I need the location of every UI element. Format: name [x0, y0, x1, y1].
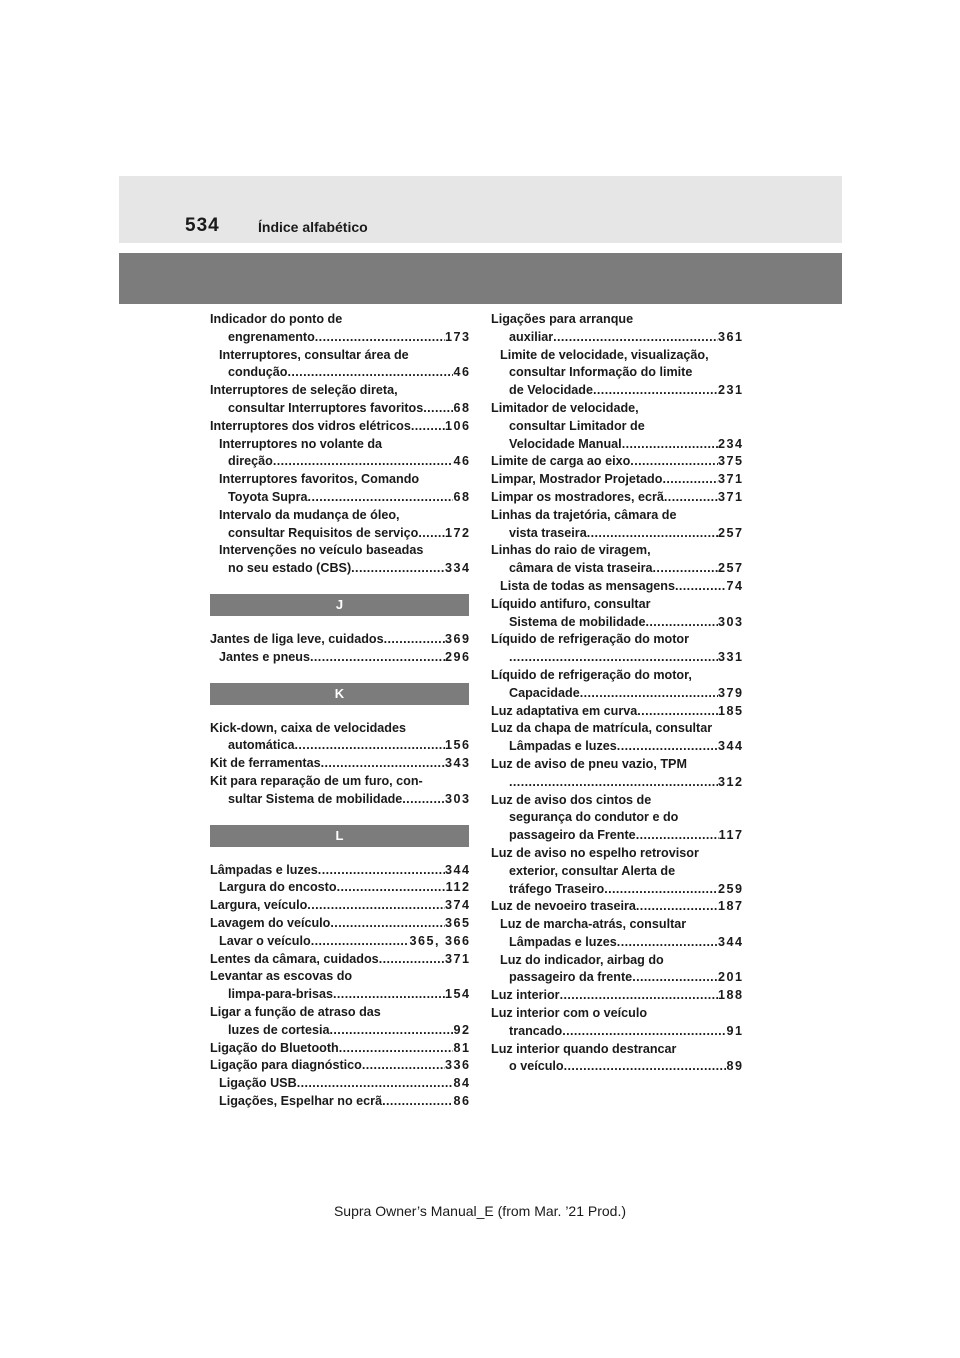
- index-entry: [210, 720, 469, 756]
- index-entry-text: vista traseira: [509, 525, 587, 540]
- index-entry-text: Intervenções no veículo baseadas: [219, 543, 424, 558]
- index-entry-text: o veículo: [509, 1059, 564, 1074]
- leader-dots: [382, 1093, 453, 1111]
- index-entry-text: consultar Requisitos de serviço: [228, 525, 419, 540]
- index-entry-text: Luz interior quando destrancar: [491, 1041, 677, 1056]
- index-entry-text: Luz de aviso no espelho retrovisor: [491, 845, 699, 860]
- index-entry-page[interactable]: 257: [717, 525, 744, 540]
- index-entry-page[interactable]: 156: [444, 738, 471, 753]
- index-entry: [491, 453, 742, 471]
- leader-dots: [337, 879, 446, 897]
- leader-dots: [418, 525, 445, 543]
- leader-dots: [310, 649, 445, 667]
- index-entry-text: Luz adaptativa em curva: [491, 703, 638, 718]
- index-entry-text: Largura, veículo: [210, 898, 308, 913]
- index-entry-text: Lâmpadas e luzes: [210, 862, 318, 877]
- index-entry-text: Limite de velocidade, visualização,: [500, 347, 709, 362]
- index-entry-text: auxiliar: [509, 329, 554, 344]
- leader-dots: [287, 364, 453, 382]
- index-entry-text: Ligações, Espelhar no ecrã: [219, 1093, 383, 1108]
- index-column-left: [210, 311, 469, 1111]
- index-entry-text: Interruptores, consultar área de: [219, 347, 409, 362]
- index-entry-text: Limpar, Mostrador Projetado: [491, 472, 663, 487]
- index-entry: [491, 578, 742, 596]
- index-entry: [210, 951, 469, 969]
- index-entry-text: Ligação para diagnóstico: [210, 1058, 362, 1073]
- index-entry-page[interactable]: 106: [444, 418, 471, 433]
- index-entry-text: segurança do condutor e do: [509, 810, 679, 825]
- leader-dots: [617, 738, 718, 756]
- index-entry-page[interactable]: 74: [726, 578, 744, 593]
- index-entry-page[interactable]: 154: [444, 987, 471, 1002]
- leader-dots: [297, 1075, 454, 1093]
- leader-dots: [330, 1022, 454, 1040]
- index-entry: [491, 311, 742, 347]
- index-entry: [210, 436, 469, 472]
- index-entry-text: Luz interior com o veículo: [491, 1006, 648, 1021]
- index-entry-text: direção: [228, 454, 273, 469]
- leader-dots: [351, 560, 445, 578]
- index-entry-text: Interruptores dos vidros elétricos: [210, 418, 411, 433]
- leader-dots: [593, 382, 718, 400]
- index-entry: [491, 987, 742, 1005]
- index-entry-text: câmara de vista traseira: [509, 561, 653, 576]
- leader-dots: [662, 471, 718, 489]
- leader-dots: [295, 737, 445, 755]
- index-entry: [210, 311, 469, 347]
- leader-dots: [587, 525, 718, 543]
- index-entry-text: Limpar os mostradores, ecrã: [491, 489, 664, 504]
- index-entry-text: trancado: [509, 1023, 563, 1038]
- index-entry-text: Ligação do Bluetooth: [210, 1040, 339, 1055]
- leader-dots: [580, 685, 718, 703]
- index-entry-page[interactable]: 86: [453, 1093, 471, 1108]
- index-entry-text: Indicador do ponto de: [210, 312, 343, 326]
- index-entry: [210, 471, 469, 507]
- index-entry-text: Ligação USB: [219, 1076, 297, 1091]
- index-entry-text: Levantar as escovas do: [210, 969, 353, 984]
- index-letter-heading: J: [210, 594, 469, 616]
- index-entry: [491, 1005, 742, 1041]
- index-entry-page[interactable]: 334: [444, 561, 471, 576]
- index-entry: [210, 1075, 469, 1093]
- section-title: Índice alfabético: [258, 219, 368, 235]
- index-entry: [210, 1093, 469, 1111]
- leader-dots: [632, 969, 718, 987]
- leader-dots: [330, 915, 445, 933]
- index-entry-text: Lentes da câmara, cuidados: [210, 951, 379, 966]
- index-entry-text: automática: [228, 738, 295, 753]
- index-entry-text: Velocidade Manual: [509, 436, 622, 451]
- index-entry-text: Ligar a função de atraso das: [210, 1004, 381, 1019]
- index-entry-page[interactable]: 344: [444, 862, 471, 877]
- index-letter-heading: K: [210, 683, 469, 705]
- index-entry-text: Intervalo da mudança de óleo,: [219, 507, 400, 522]
- leader-dots: [509, 649, 718, 667]
- index-entry-text: consultar Informação do limite: [509, 365, 693, 380]
- index-entry: [491, 898, 742, 916]
- index-entry-page[interactable]: 112: [445, 880, 471, 895]
- index-entry-page[interactable]: 187: [717, 899, 744, 914]
- index-entry-text: Linhas da trajetória, câmara de: [491, 507, 677, 522]
- index-entry-page[interactable]: 303: [444, 791, 471, 806]
- index-entry-text: consultar Interruptores favoritos: [228, 400, 424, 415]
- index-entry: [491, 347, 742, 400]
- index-entry: [491, 916, 742, 952]
- index-entry: [210, 1040, 469, 1058]
- index-entry-text: de Velocidade: [509, 383, 593, 398]
- index-entry: [210, 897, 469, 915]
- leader-dots: [617, 934, 718, 952]
- index-entry-text: Interruptores de seleção direta,: [210, 383, 398, 398]
- index-entry: [491, 952, 742, 988]
- index-entry-text: Interruptores favoritos, Comando: [219, 472, 420, 487]
- index-entry: [491, 667, 742, 703]
- index-entry-text: Kit de ferramentas: [210, 756, 321, 771]
- index-entry: [210, 879, 469, 897]
- index-entry-text: Lavar o veículo: [219, 933, 311, 948]
- index-entry-page[interactable]: 312: [717, 774, 744, 789]
- index-entry: [491, 596, 742, 632]
- index-entry-page[interactable]: 185: [717, 703, 744, 718]
- index-entry-page[interactable]: 231: [717, 383, 744, 398]
- index-entry-page[interactable]: 296: [444, 649, 471, 664]
- index-entry-page[interactable]: 46: [453, 365, 471, 380]
- index-entry-page[interactable]: 91: [726, 1023, 744, 1038]
- index-letter-heading: L: [210, 825, 469, 847]
- leader-dots: [636, 898, 718, 916]
- index-column-right: [491, 311, 742, 1076]
- index-entry-page[interactable]: 303: [717, 614, 744, 629]
- index-entry-page[interactable]: 172: [444, 525, 471, 540]
- index-entry-page[interactable]: 361: [717, 329, 744, 344]
- leader-dots: [664, 489, 718, 507]
- index-entry-page[interactable]: 201: [717, 970, 744, 985]
- footer-text: Supra Owner’s Manual_E (from Mar. ’21 Prod.): [333, 1203, 627, 1219]
- index-entry-text: Luz de marcha-atrás, consultar: [500, 917, 687, 932]
- index-entry: [210, 382, 469, 418]
- index-entry: [491, 542, 742, 578]
- leader-dots: [411, 418, 445, 436]
- index-entry-page[interactable]: 374: [444, 898, 471, 913]
- index-entry-text: tráfego Traseiro: [509, 881, 605, 896]
- leader-dots: [402, 791, 445, 809]
- index-entry-text: Ligações para arranque: [491, 312, 634, 326]
- index-entry-page[interactable]: 371: [717, 472, 744, 487]
- index-entry-text: condução: [228, 365, 288, 380]
- index-entry-page[interactable]: 188: [717, 988, 744, 1003]
- index-entry-page[interactable]: 379: [717, 685, 744, 700]
- index-entry-page[interactable]: 365: [444, 915, 471, 930]
- index-entry: [210, 418, 469, 436]
- leader-dots: [509, 774, 718, 792]
- leader-dots: [604, 881, 718, 899]
- leader-dots: [564, 1058, 727, 1076]
- leader-dots: [637, 703, 718, 721]
- index-entry: [210, 507, 469, 543]
- leader-dots: [321, 755, 445, 773]
- index-entry-text: Largura do encosto: [219, 880, 337, 895]
- index-entry-text: exterior, consultar Alerta de: [509, 863, 676, 878]
- index-entry-page[interactable]: 259: [717, 881, 744, 896]
- index-entry: [491, 792, 742, 845]
- index-entry-text: Luz de aviso de pneu vazio, TPM: [491, 756, 687, 771]
- leader-dots: [622, 436, 718, 454]
- header-divider-band: [119, 253, 842, 304]
- index-entry-text: Toyota Supra: [228, 489, 308, 504]
- leader-dots: [311, 933, 410, 951]
- index-entry: [210, 773, 469, 809]
- index-entry-page[interactable]: 371: [444, 951, 471, 966]
- index-entry-page[interactable]: 84: [453, 1076, 471, 1091]
- index-entry-page[interactable]: 344: [717, 934, 744, 949]
- index-entry-text: Líquido de refrigeração do motor,: [491, 667, 692, 682]
- leader-dots: [645, 614, 718, 632]
- index-entry-page[interactable]: 331: [717, 650, 744, 665]
- index-entry-page[interactable]: 46: [453, 454, 471, 469]
- index-entry-text: Lavagem do veículo: [210, 915, 331, 930]
- index-entry-text: Lâmpadas e luzes: [509, 934, 617, 949]
- index-entry-text: Kit para reparação de um furo, con-: [210, 773, 423, 788]
- index-entry: [491, 720, 742, 756]
- index-entry-text: Linhas do raio de viragem,: [491, 543, 651, 558]
- index-entry-page[interactable]: 365, 366: [409, 933, 471, 948]
- leader-dots: [307, 897, 445, 915]
- leader-dots: [384, 631, 445, 649]
- page-number: 534: [185, 215, 220, 236]
- leader-dots: [318, 862, 445, 880]
- index-entry-text: Sistema de mobilidade: [509, 614, 646, 629]
- index-entry-page[interactable]: 173: [444, 329, 471, 344]
- leader-dots: [379, 951, 445, 969]
- leader-dots: [423, 400, 453, 418]
- leader-dots: [315, 329, 445, 347]
- index-entry-text: Capacidade: [509, 685, 580, 700]
- index-entry-page[interactable]: 344: [717, 739, 744, 754]
- index-entry: [491, 507, 742, 543]
- index-entry-text: Lista de todas as mensagens: [500, 578, 675, 593]
- index-entry-page[interactable]: 81: [453, 1040, 471, 1055]
- index-entry: [491, 845, 742, 898]
- index-entry-text: passageiro da Frente: [509, 828, 636, 843]
- index-entry-page[interactable]: 257: [717, 561, 744, 576]
- leader-dots: [630, 453, 718, 471]
- index-entry: [210, 1004, 469, 1040]
- index-entry-text: sultar Sistema de mobilidade: [228, 791, 403, 806]
- index-entry-text: no seu estado (CBS): [228, 561, 352, 576]
- index-entry-text: Limitador de velocidade,: [491, 400, 639, 415]
- index-entry-page[interactable]: 89: [726, 1059, 744, 1074]
- leader-dots: [308, 489, 454, 507]
- index-entry-text: Líquido de refrigeração do motor: [491, 632, 690, 647]
- index-entry: [491, 400, 742, 453]
- index-entry: [210, 933, 469, 951]
- leader-dots: [675, 578, 727, 596]
- index-entry: [491, 631, 742, 667]
- leader-dots: [562, 1023, 726, 1041]
- index-entry-text: limpa-para-brisas: [228, 987, 333, 1002]
- index-entry-text: Luz de nevoeiro traseira: [491, 899, 636, 914]
- index-entry-page[interactable]: 68: [453, 400, 471, 415]
- index-entry-text: Luz interior: [491, 988, 560, 1003]
- index-entry-text: Luz da chapa de matrícula, consultar: [491, 721, 713, 736]
- index-entry-text: Lâmpadas e luzes: [509, 739, 617, 754]
- index-entry-page[interactable]: 92: [453, 1022, 471, 1037]
- index-entry: [210, 649, 469, 667]
- index-entry-page[interactable]: 375: [717, 454, 744, 469]
- index-entry: [491, 756, 742, 792]
- index-entry: [210, 631, 469, 649]
- index-entry: [210, 347, 469, 383]
- index-entry: [210, 1057, 469, 1075]
- index-entry-text: Limite de carga ao eixo: [491, 454, 631, 469]
- index-entry: [210, 542, 469, 578]
- leader-dots: [636, 827, 719, 845]
- index-entry-page[interactable]: 234: [717, 436, 744, 451]
- index-entry: [491, 703, 742, 721]
- header-band: [119, 176, 842, 243]
- leader-dots: [653, 560, 718, 578]
- leader-dots: [560, 987, 718, 1005]
- index-entry-text: luzes de cortesia: [228, 1022, 330, 1037]
- index-entry-text: Jantes de liga leve, cuidados: [210, 631, 384, 646]
- index-entry: [210, 862, 469, 880]
- leader-dots: [333, 986, 445, 1004]
- index-entry-text: Líquido antifuro, consultar: [491, 596, 651, 611]
- index-entry-page[interactable]: 343: [444, 756, 471, 771]
- index-entry-text: consultar Limitador de: [509, 418, 645, 433]
- index-entry: [491, 471, 742, 489]
- index-entry: [491, 1041, 742, 1077]
- index-entry-text: engrenamento: [228, 329, 315, 344]
- index-entry: [210, 968, 469, 1004]
- index-entry: [210, 915, 469, 933]
- index-entry-page[interactable]: 68: [453, 489, 471, 504]
- index-entry-page[interactable]: 371: [717, 489, 744, 504]
- leader-dots: [362, 1057, 445, 1075]
- index-entry-text: Luz do indicador, airbag do: [500, 952, 664, 967]
- leader-dots: [553, 329, 718, 347]
- index-entry-text: Luz de aviso dos cintos de: [491, 792, 652, 807]
- leader-dots: [339, 1040, 454, 1058]
- index-entry-text: Kick-down, caixa de velocidades: [210, 720, 406, 735]
- leader-dots: [273, 453, 454, 471]
- index-entry: [210, 755, 469, 773]
- index-entry-text: Jantes e pneus: [219, 649, 310, 664]
- index-entry-page[interactable]: 117: [718, 828, 744, 843]
- index-entry-page[interactable]: 369: [444, 631, 471, 646]
- index-entry-page[interactable]: 336: [444, 1058, 471, 1073]
- index-entry-text: Interruptores no volante da: [219, 436, 383, 451]
- index-entry-text: passageiro da frente: [509, 970, 633, 985]
- index-entry: [491, 489, 742, 507]
